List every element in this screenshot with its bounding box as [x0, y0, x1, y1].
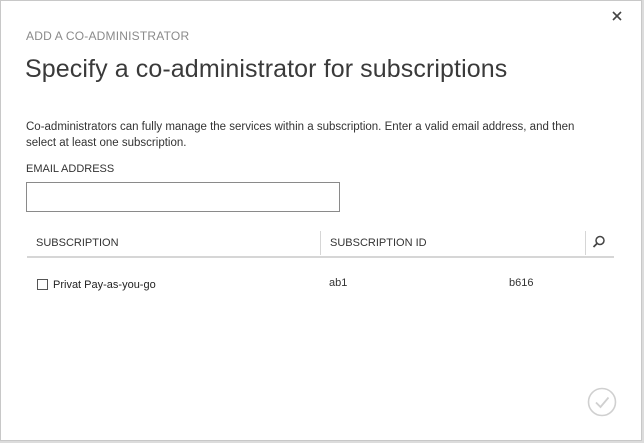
column-divider	[320, 231, 321, 255]
dialog-description: Co-administrators can fully manage the services within a subscription. Enter a valid email address, and then select at least one subscription.	[26, 121, 575, 149]
subscription-id-start: ab1	[329, 277, 348, 289]
search-button[interactable]	[592, 235, 608, 251]
checkmark-icon	[587, 387, 617, 417]
search-icon	[592, 235, 606, 249]
close-button[interactable]	[609, 9, 625, 25]
subscriptions-table-header	[27, 231, 614, 258]
column-divider	[585, 231, 586, 255]
email-label: EMAIL ADDRESS	[26, 163, 115, 175]
table-row[interactable]	[27, 271, 614, 299]
email-field[interactable]	[26, 182, 340, 212]
column-header-subscription: SUBSCRIPTION	[36, 237, 119, 249]
confirm-button[interactable]	[587, 387, 617, 417]
subscription-name: Privat Pay-as-you-go	[53, 279, 156, 291]
subscription-id-end: b616	[509, 277, 534, 289]
column-header-subscription-id: SUBSCRIPTION ID	[330, 237, 427, 249]
dialog-eyebrow: ADD A CO-ADMINISTRATOR	[26, 29, 190, 43]
close-icon	[610, 9, 624, 23]
dialog-title: Specify a co-administrator for subscriptions	[25, 55, 508, 83]
subscription-checkbox[interactable]	[37, 279, 48, 290]
